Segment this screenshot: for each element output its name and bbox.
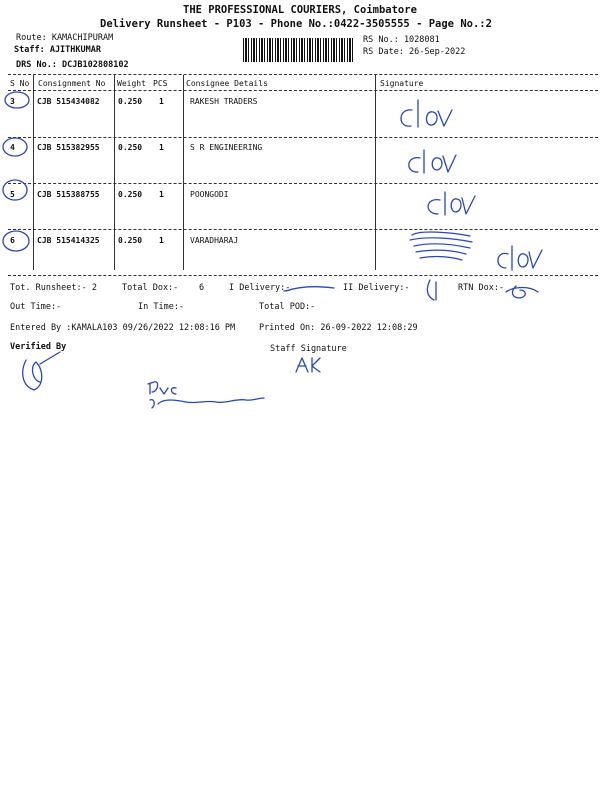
row-consignment: CJB 515414325 — [37, 236, 100, 245]
row-consignment: CJB 515382955 — [37, 143, 100, 152]
header-signature: Signature — [380, 79, 424, 88]
row-consignee: POONGODI — [190, 190, 229, 199]
staff-label: Staff: AJITHKUMAR — [14, 45, 101, 55]
header-pcs: PCS — [153, 79, 168, 88]
rtn-dox-label: RTN Dox:- — [458, 283, 505, 293]
ii-delivery-label: II Delivery:- — [343, 283, 410, 293]
row-weight: 0.250 — [118, 97, 143, 106]
row-consignee: S R ENGINEERING — [190, 143, 263, 152]
row-pcs: 1 — [159, 190, 164, 199]
row-pcs: 1 — [159, 97, 164, 106]
in-time-label: In Time:- — [138, 302, 185, 312]
row-weight: 0.250 — [118, 143, 143, 152]
out-time-label: Out Time:- — [10, 302, 62, 312]
drs-number: DRS No.: DCJB102808102 — [16, 60, 129, 70]
row-sno: 3 — [10, 97, 15, 106]
printed-on: Printed On: 26-09-2022 12:08:29 — [259, 323, 418, 333]
entered-by: Entered By :KAMALA103 09/26/2022 12:08:16 PM — [10, 323, 236, 333]
total-dox-label: Total Dox:- — [122, 283, 179, 293]
total-dox-value: 6 — [199, 283, 205, 293]
verified-by-label: Verified By — [10, 342, 67, 352]
row-pcs: 1 — [159, 236, 164, 245]
row-sno: 4 — [10, 143, 15, 152]
row-consignee: VARADHARAJ — [190, 236, 239, 245]
row-weight: 0.250 — [118, 236, 143, 245]
header-sno: S No — [10, 79, 30, 88]
route-label: Route: KAMACHIPURAM — [16, 33, 114, 43]
document-title: THE PROFESSIONAL COURIERS, Coimbatore — [183, 4, 417, 16]
row-consignment: CJB 515434082 — [37, 97, 100, 106]
row-sno: 5 — [10, 190, 15, 199]
row-consignment: CJB 515388755 — [37, 190, 100, 199]
i-delivery-label: I Delivery:- — [229, 283, 291, 293]
rs-date: RS Date: 26-Sep-2022 — [363, 47, 466, 57]
rs-number: RS No.: 1028081 — [363, 35, 440, 45]
staff-signature-label: Staff Signature — [270, 344, 347, 354]
row-pcs: 1 — [159, 143, 164, 152]
header-consignee: Consignee Details — [186, 79, 268, 88]
runsheet-title: Delivery Runsheet - P103 - Phone No.:0422-3505555 - Page No.:2 — [100, 18, 492, 30]
row-consignee: RAKESH TRADERS — [190, 97, 258, 106]
header-consignment: Consignment No — [38, 79, 106, 88]
row-sno: 6 — [10, 236, 15, 245]
row-weight: 0.250 — [118, 190, 143, 199]
total-pod-label: Total POD:- — [259, 302, 316, 312]
header-weight: Weight — [117, 79, 146, 88]
tot-runsheet: Tot. Runsheet:- 2 — [10, 283, 97, 293]
